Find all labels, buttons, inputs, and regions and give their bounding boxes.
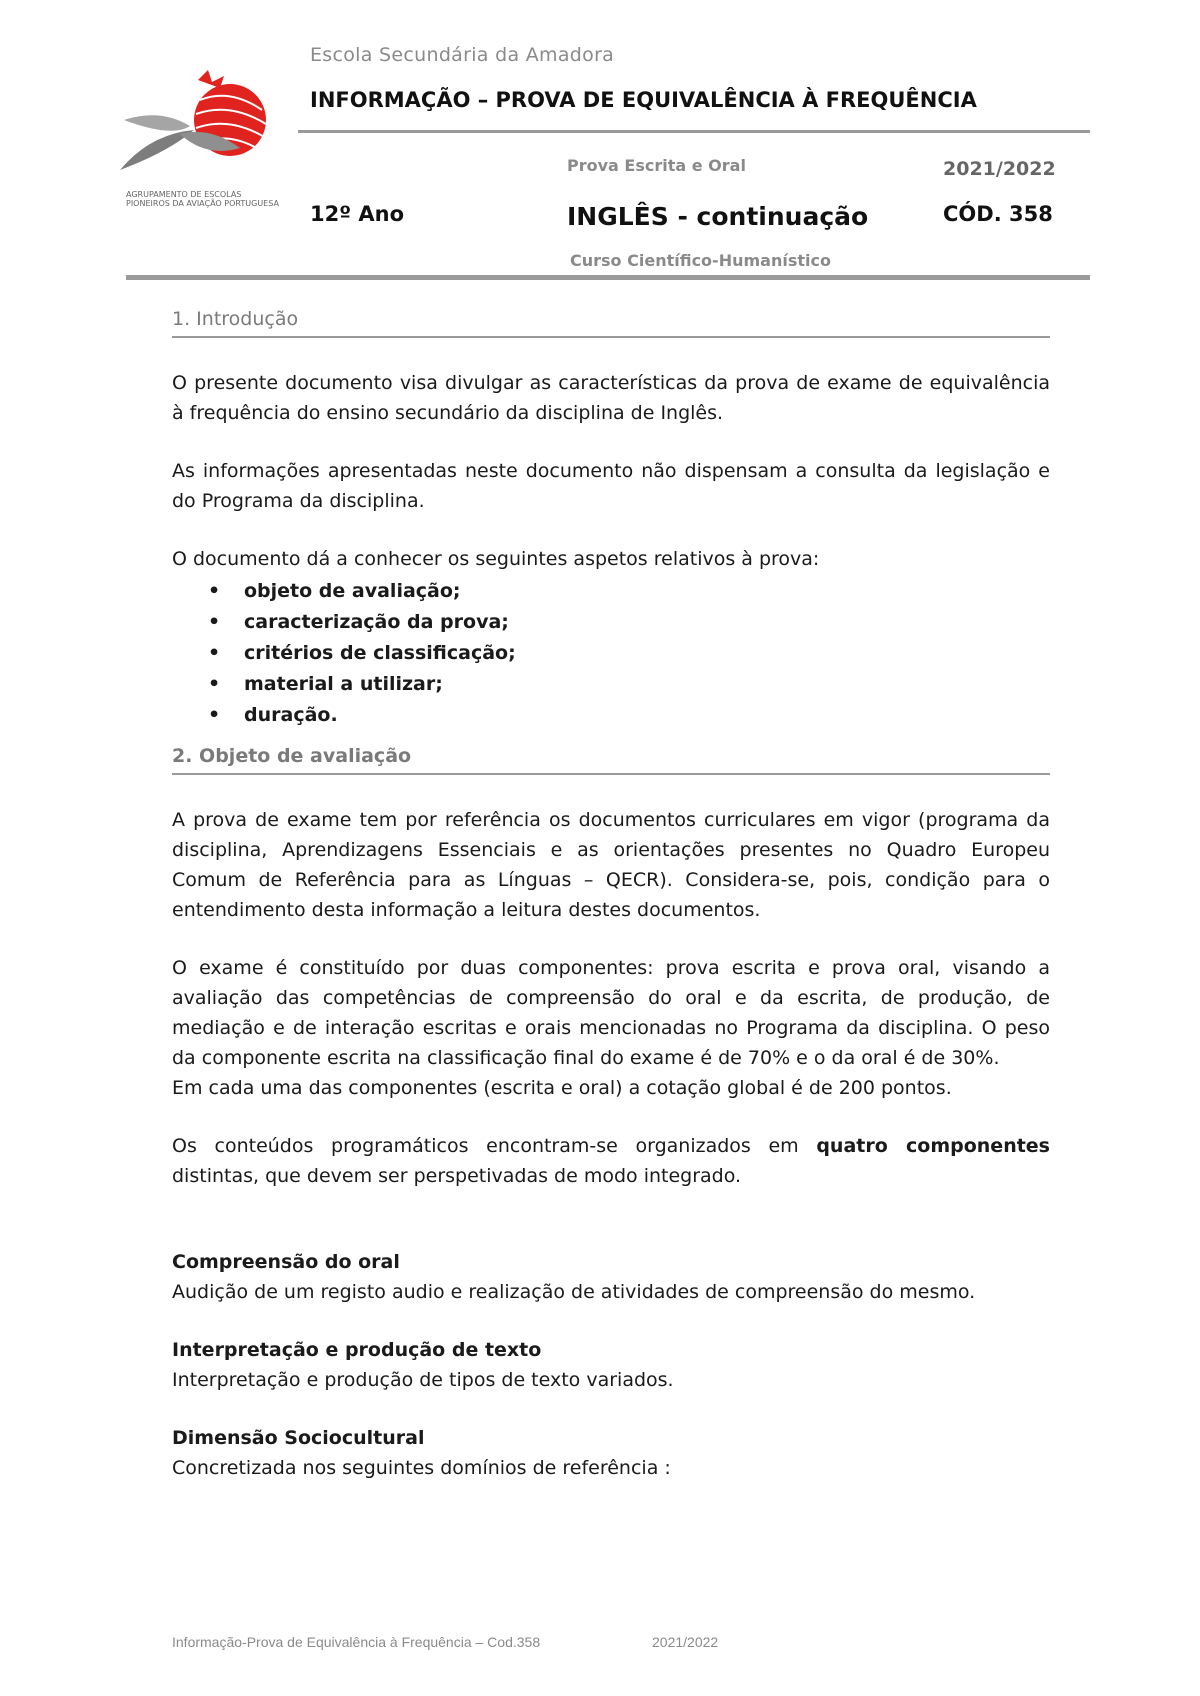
list-item: • critérios de classificação; — [172, 638, 1050, 669]
component-text-oral-comprehension: Audição de um registo audio e realização de atividades de compreensão do mesmo. — [172, 1281, 976, 1303]
list-item: • duração. — [172, 700, 1050, 731]
subject-title: INGLÊS - continuação — [567, 202, 869, 231]
component-title-oral-comprehension: Compreensão do oral — [172, 1251, 400, 1273]
school-name: Escola Secundária da Amadora — [310, 44, 615, 66]
exam-code: CÓD. 358 — [943, 202, 1053, 226]
logo-caption-line1: AGRUPAMENTO DE ESCOLAS — [126, 190, 242, 199]
footer-year: 2021/2022 — [652, 1634, 719, 1650]
header-bottom-divider — [126, 275, 1090, 280]
grade-level: 12º Ano — [310, 202, 405, 226]
header-divider — [298, 130, 1090, 133]
document-title: INFORMAÇÃO – PROVA DE EQUIVALÊNCIA À FREQUÊNCIA — [310, 88, 977, 112]
logo-caption-line2: PIONEIROS DA AVIAÇÃO PORTUGUESA — [126, 199, 279, 208]
exam-type: Prova Escrita e Oral — [567, 156, 746, 175]
component-text-sociocultural: Concretizada nos seguintes domínios de referência : — [172, 1457, 671, 1479]
logo-caption — [126, 190, 296, 208]
intro-paragraph-3: O documento dá a conhecer os seguintes aspetos relativos à prova: — [172, 548, 820, 570]
paragraph-text: distintas, que devem ser perspetivadas de modo integrado. — [172, 1165, 742, 1187]
emphasis-text: quatro componentes — [816, 1135, 1050, 1157]
assessment-paragraph-1: A prova de exame tem por referência os documentos curriculares em vigor (programa da disciplina, Aprendizagens Essenciais e as orientações presentes no Quadro Europeu Comum de Referência para as Línguas – QECR). Considera-se, pois, condição para o entendimento desta informação a leitura destes documentos. — [172, 809, 1050, 921]
list-item: • caracterização da prova; — [172, 607, 1050, 638]
school-year: 2021/2022 — [943, 158, 1056, 180]
component-text-text-interpretation: Interpretação e produção de tipos de texto variados. — [172, 1369, 674, 1391]
intro-paragraph-1: O presente documento visa divulgar as características da prova de exame de equivalência à frequência do ensino secundário da disciplina de Inglês. — [172, 372, 1050, 424]
assessment-paragraph-2a: O exame é constituído por duas componentes: prova escrita e prova oral, visando a avaliação das competências de compreensão do oral e da escrita, de produção, de mediação e de interação escritas e orais mencionadas no Programa da disciplina. O peso da componente escrita na classificação final do exame é de 70% e o da oral é de 30%. — [172, 957, 1050, 1069]
assessment-paragraph-2b: Em cada uma das componentes (escrita e oral) a cotação global é de 200 pontos. — [172, 1077, 952, 1099]
list-item: • material a utilizar; — [172, 669, 1050, 700]
document-body — [172, 308, 1050, 1511]
intro-paragraph-2: As informações apresentadas neste documento não dispensam a consulta da legislação e do Programa da disciplina. — [172, 460, 1050, 512]
paragraph-text: Os conteúdos programáticos encontram-se organizados em — [172, 1135, 817, 1157]
aspects-list — [172, 576, 1050, 731]
footer-document-info: Informação-Prova de Equivalência à Frequência – Cod.358 — [172, 1634, 541, 1650]
section-heading-assessment-object: 2. Objeto de avaliação — [172, 745, 1050, 775]
section-heading-introduction: 1. Introdução — [172, 308, 1050, 338]
assessment-paragraph-3 — [172, 1131, 1050, 1191]
component-title-sociocultural: Dimensão Sociocultural — [172, 1427, 425, 1449]
list-item: • objeto de avaliação; — [172, 576, 1050, 607]
component-title-text-interpretation: Interpretação e produção de texto — [172, 1339, 542, 1361]
course-name: Curso Científico-Humanístico — [570, 251, 831, 270]
